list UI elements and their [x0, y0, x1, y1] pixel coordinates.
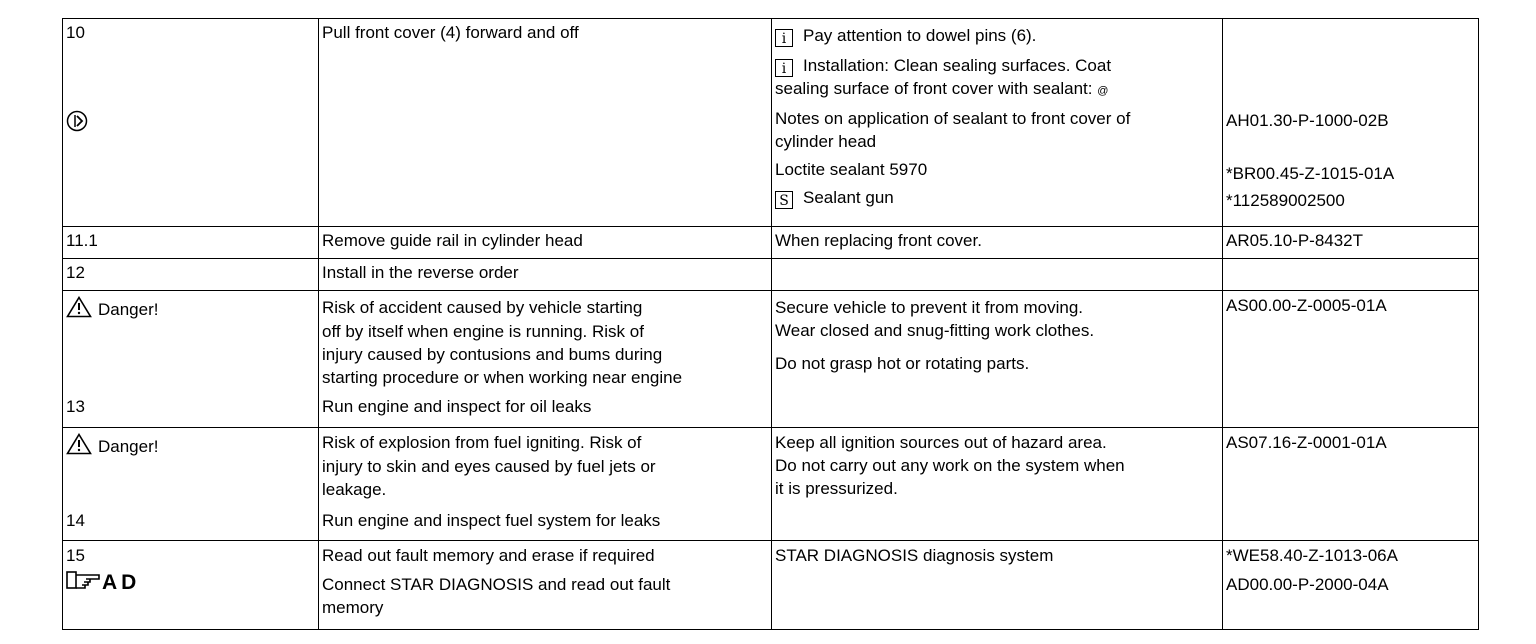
step-cell	[63, 291, 319, 427]
action-text: Pull front cover (4) forward and off	[322, 23, 579, 42]
risk-text-line: Risk of accident caused by vehicle starting	[322, 298, 643, 317]
notes-cell	[772, 541, 1223, 629]
action-cell	[319, 428, 772, 540]
table-row	[63, 19, 1479, 227]
risk-text-line: Risk of explosion from fuel igniting. Risk of	[322, 433, 642, 452]
warning-triangle-icon	[66, 296, 92, 318]
step-number: 10	[66, 23, 85, 42]
doc-ref: AD00.00-P-2000-04A	[1226, 575, 1389, 594]
risk-text-line: leakage.	[322, 480, 387, 499]
step-number: 11.1	[66, 231, 98, 250]
ref-cell	[1223, 19, 1479, 226]
procedure-table	[62, 18, 1479, 630]
action-cell	[319, 19, 772, 226]
note-line: i Pay attention to dowel pins (6).	[775, 24, 1219, 47]
step-cell	[63, 227, 319, 258]
special-tool-icon: S	[775, 191, 793, 209]
note-line: Keep all ignition sources out of hazard area.	[775, 433, 1107, 452]
step-number: 14	[66, 511, 85, 530]
action-text: Run engine and inspect for oil leaks	[322, 397, 592, 416]
note-line: Notes on application of sealant to front cover of	[775, 109, 1131, 128]
action-cell	[319, 291, 772, 427]
action-text: Connect STAR DIAGNOSIS and read out fault	[322, 575, 671, 594]
note-line: Do not grasp hot or rotating parts.	[775, 354, 1030, 373]
ad-reference-label: AD	[66, 570, 315, 595]
risk-text-line: off by itself when engine is running. Risk of	[322, 322, 644, 341]
doc-ref: *112589002500	[1226, 191, 1345, 210]
doc-ref: AS00.00-Z-0005-01A	[1226, 296, 1387, 315]
ref-cell	[1223, 428, 1479, 540]
notes-cell	[772, 19, 1223, 226]
table-row	[63, 428, 1479, 541]
action-text: Remove guide rail in cylinder head	[322, 231, 583, 250]
note-line: sealing surface of front cover with sealant: @	[775, 79, 1109, 98]
pointing-hand-icon	[66, 570, 102, 592]
risk-text-line: injury to skin and eyes caused by fuel jets or	[322, 457, 656, 476]
note-line: S Sealant gun	[775, 186, 1219, 209]
ref-cell	[1223, 227, 1479, 258]
action-cell	[319, 541, 772, 629]
danger-label: Danger!	[66, 296, 315, 321]
note-line: When replacing front cover.	[775, 231, 982, 250]
risk-text-line: injury caused by contusions and bums during	[322, 345, 663, 364]
info-icon: i	[775, 29, 793, 47]
action-text: Install in the reverse order	[322, 263, 519, 282]
action-text: memory	[322, 598, 384, 617]
step-number: 12	[66, 263, 85, 282]
table-row	[63, 259, 1479, 291]
note-line: STAR DIAGNOSIS diagnosis system	[775, 546, 1054, 565]
note-line: Do not carry out any work on the system when	[775, 456, 1125, 475]
action-text: Run engine and inspect fuel system for leaks	[322, 511, 661, 530]
doc-ref: AR05.10-P-8432T	[1226, 231, 1364, 250]
table-row	[63, 227, 1479, 259]
table-row	[63, 291, 1479, 428]
ref-cell	[1223, 259, 1479, 290]
ref-cell	[1223, 541, 1479, 629]
danger-label: Danger!	[66, 433, 315, 458]
notes-cell	[772, 291, 1223, 427]
doc-ref: *BR00.45-Z-1015-01A	[1226, 164, 1395, 183]
step-cell	[63, 19, 319, 226]
action-cell	[319, 227, 772, 258]
notes-cell	[772, 428, 1223, 540]
note-line: i Installation: Clean sealing surfaces. Coat	[775, 54, 1219, 77]
step-number: 15	[66, 546, 85, 565]
doc-ref: AS07.16-Z-0001-01A	[1226, 433, 1387, 452]
risk-text-line: starting procedure or when working near engine	[322, 368, 683, 387]
doc-ref: *WE58.40-Z-1013-06A	[1226, 546, 1398, 565]
note-line: cylinder head	[775, 132, 877, 151]
note-line: Wear closed and snug-fitting work clothes.	[775, 321, 1095, 340]
doc-ref: AH01.30-P-1000-02B	[1226, 111, 1389, 130]
action-cell	[319, 259, 772, 290]
warning-triangle-icon	[66, 433, 92, 455]
step-cell	[63, 259, 319, 290]
notes-cell	[772, 227, 1223, 258]
notes-cell	[772, 259, 1223, 290]
step-cell	[63, 428, 319, 540]
step-cell	[63, 541, 319, 629]
note-line: Loctite sealant 5970	[775, 160, 928, 179]
sealant-marker-icon	[66, 110, 88, 133]
action-text: Read out fault memory and erase if required	[322, 546, 655, 565]
table-row	[63, 541, 1479, 630]
note-line: it is pressurized.	[775, 479, 898, 498]
note-line: Secure vehicle to prevent it from moving.	[775, 298, 1084, 317]
info-icon: i	[775, 59, 793, 77]
ref-cell	[1223, 291, 1479, 427]
step-number: 13	[66, 397, 85, 416]
